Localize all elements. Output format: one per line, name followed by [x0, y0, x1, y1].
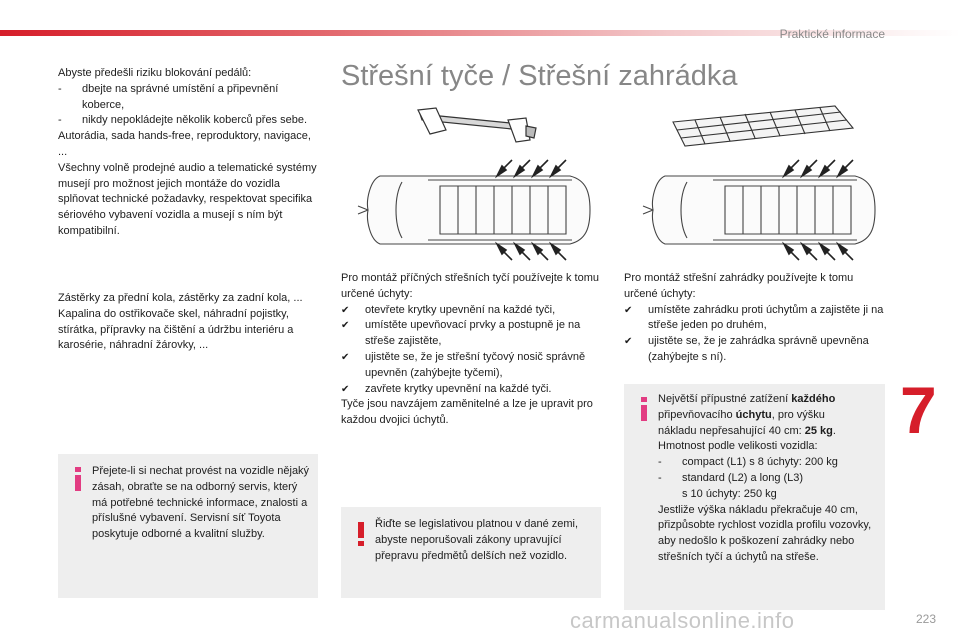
list-item: - nikdy nepokládejte několik koberců přes sebe.: [58, 114, 308, 127]
list-item: - compact (L1) s 8 úchyty: 200 kg: [658, 456, 838, 469]
arrow-icon: [802, 160, 817, 176]
check-bullet-icon: ✔: [624, 336, 633, 348]
list-item: ✔ ujistěte se, že je střešní tyčový nosič správně upevněn (zahýbejte tyčemi),: [341, 350, 603, 382]
roof-bars-instructions: [341, 271, 603, 429]
check-bullet-icon: ✔: [341, 351, 350, 363]
info-note-right: [624, 384, 885, 610]
arrow-icon: [515, 160, 530, 176]
audio-heading: Autorádia, sada hands-free, reproduktory, navigace, ...: [58, 130, 311, 158]
pedal-intro: Abyste předešli riziku blokování pedálů:: [58, 67, 252, 79]
list-item: - dbejte na správné umístění a připevnění koberce,: [58, 82, 279, 111]
chapter-number: 7: [900, 373, 937, 447]
roof-rack-instructions: [624, 271, 886, 366]
list-item: - standard (L2) a long (L3) s 10 úchyty: 250 kg: [658, 471, 804, 500]
list-item: ✔ ujistěte se, že je zahrádka správně upevněna (zahýbejte s ní).: [624, 334, 886, 366]
arrow-icon: [784, 244, 799, 260]
arrow-icon: [820, 160, 835, 176]
arrow-icon: [551, 244, 566, 260]
roof-rack-intro: Pro montáž střešní zahrádky používejte k tomu určené úchyty:: [624, 272, 854, 300]
roof-rack-illustration: [625, 100, 885, 260]
check-bullet-icon: ✔: [341, 383, 350, 395]
warning-note: [341, 507, 601, 598]
list-item: ✔ zavřete krytky upevnění na každé tyči.: [341, 382, 603, 398]
arrow-icon: [533, 160, 548, 176]
accessories-paragraph: Kapalina do ostřikovače skel, náhradní pojistky, stírátka, přípravky na čištění a údržbu interiéru a karosérie, náhradní žárovky, ...: [58, 307, 294, 352]
arrow-icon: [551, 160, 566, 176]
watermark: carmanualsonline.info: [570, 608, 795, 633]
warning-note-text: Řiďte se legislativou platnou v dané zemi, abyste neporušovali zákony upravující přepravu předmětů delších než vozidlo.: [375, 518, 579, 562]
roof-bars-illustration: [340, 100, 600, 260]
info-icon: [634, 396, 654, 422]
arrow-icon: [838, 160, 853, 176]
arrow-icon: [533, 244, 548, 260]
page-number: 223: [916, 612, 937, 626]
arrow-icon: [784, 160, 799, 176]
info-note-left: [58, 454, 318, 598]
arrow-icon: [515, 244, 530, 260]
check-bullet-icon: ✔: [341, 304, 350, 316]
list-item: ✔ otevřete krytky upevnění na každé tyči,: [341, 303, 603, 319]
info-icon: [68, 466, 88, 492]
roof-bars-intro: Pro montáž příčných střešních tyčí používejte k tomu určené úchyty:: [341, 272, 599, 300]
arrow-icon: [497, 244, 512, 260]
check-bullet-icon: ✔: [341, 320, 350, 332]
left-block-2: [58, 291, 320, 354]
arrow-icon: [838, 244, 853, 260]
arrow-icon: [820, 244, 835, 260]
mudflap-heading: Zástěrky za přední kola, zástěrky za zadní kola, ...: [58, 292, 303, 304]
check-bullet-icon: ✔: [624, 304, 633, 316]
list-item: ✔ umístěte zahrádku proti úchytům a zajistěte ji na střeše jeden po druhém,: [624, 303, 886, 335]
list-item: ✔ umístěte upevňovací prvky a postupně je na střeše zajistěte,: [341, 318, 603, 350]
left-block-1: [58, 66, 320, 240]
load-limits-text: Největší přípustné zatížení každého připevňovacího úchytu, pro výšku nákladu nepřesahující 40 cm: 25 kg. Hmotnost podle velikosti vozidla: - compact (L1) s 8 úchyty: 200 kg - standard (L2) a long (L3) s 10 úchyty: 250 kg Jestliže výška nákladu překračuje 40 cm, přizpůsobte rychlost vozidla profilu vozovky, aby nedošlo k poškození zahrádky nebo střešních tyčí a úchytů na střeše.: [658, 392, 880, 566]
audio-paragraph: Všechny volně prodejné audio a telematické systémy musejí pro možnost jejich montáže do vozidla splňovat technické požadavky, respektovat specifika sériového vybavení vozidla a musejí s ním být kompatibilní.: [58, 161, 317, 237]
roof-bars-closing: Tyče jsou navzájem zaměnitelné a lze je upravit pro každou dvojici úchytů.: [341, 398, 593, 427]
arrow-icon: [802, 244, 817, 260]
info-note-text: Přejete-li si nechat provést na vozidle nějaký zásah, obraťte se na odborný servis, který má potřebné technické informace, znalosti a příslušné vybavení. Servisní síť Toyota poskytuje odborné a kvalitní služby.: [92, 465, 310, 541]
section-title: Praktické informace: [779, 27, 885, 41]
warning-icon: [351, 521, 371, 547]
page-title: Střešní tyče / Střešní zahrádka: [341, 60, 738, 92]
arrow-icon: [497, 160, 512, 176]
